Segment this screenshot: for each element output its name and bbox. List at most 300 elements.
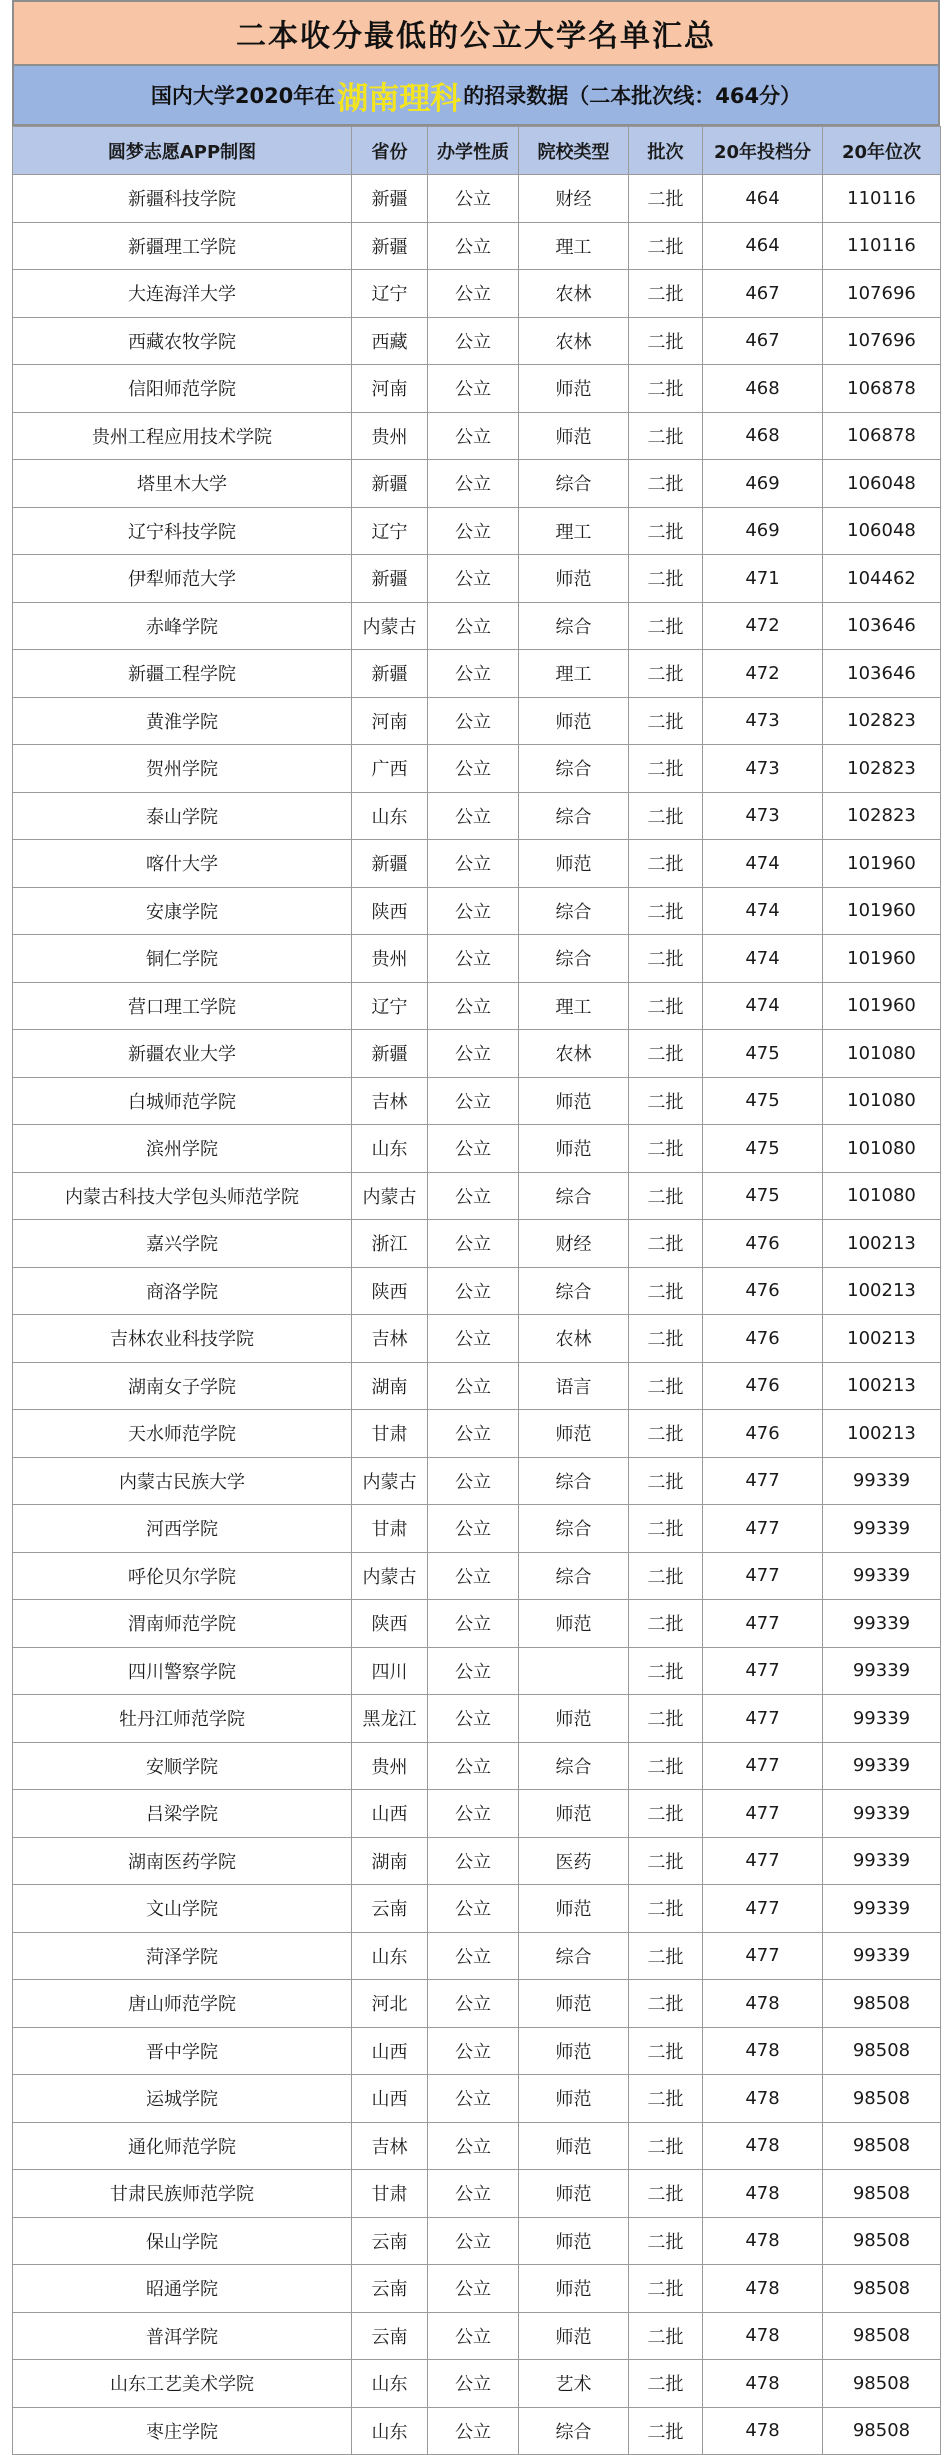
school-cell: 营口理工学院: [13, 982, 352, 1030]
school-cell: 牡丹江师范学院: [13, 1695, 352, 1743]
type-cell: 师范: [519, 2217, 629, 2265]
column-header-school: 圆梦志愿APP制图: [13, 127, 352, 175]
type-cell: [519, 1647, 629, 1695]
school-cell: 西藏农牧学院: [13, 317, 352, 365]
rank-cell: 101960: [823, 840, 941, 888]
batch-cell: 二批: [629, 745, 703, 793]
nature-cell: 公立: [428, 270, 519, 318]
school-cell: 辽宁科技学院: [13, 507, 352, 555]
batch-cell: 二批: [629, 792, 703, 840]
score-cell: 475: [703, 1125, 823, 1173]
nature-cell: 公立: [428, 1410, 519, 1458]
batch-cell: 二批: [629, 2360, 703, 2408]
score-cell: 477: [703, 1457, 823, 1505]
school-cell: 嘉兴学院: [13, 1220, 352, 1268]
type-cell: 理工: [519, 982, 629, 1030]
rank-cell: 101080: [823, 1172, 941, 1220]
rank-cell: 100213: [823, 1315, 941, 1363]
column-header-nature: 办学性质: [428, 127, 519, 175]
province-cell: 内蒙古: [352, 1457, 428, 1505]
province-cell: 新疆: [352, 1030, 428, 1078]
nature-cell: 公立: [428, 412, 519, 460]
column-header-rank: 20年位次: [823, 127, 941, 175]
school-cell: 通化师范学院: [13, 2122, 352, 2170]
rank-cell: 103646: [823, 650, 941, 698]
province-cell: 新疆: [352, 460, 428, 508]
type-cell: 师范: [519, 2122, 629, 2170]
type-cell: 师范: [519, 412, 629, 460]
school-cell: 运城学院: [13, 2075, 352, 2123]
table-row: [13, 507, 941, 555]
batch-cell: 二批: [629, 2122, 703, 2170]
school-cell: 晋中学院: [13, 2027, 352, 2075]
rank-cell: 99339: [823, 1837, 941, 1885]
nature-cell: 公立: [428, 602, 519, 650]
type-cell: 语言: [519, 1362, 629, 1410]
province-cell: 新疆: [352, 222, 428, 270]
table-row: [13, 2407, 941, 2455]
batch-cell: 二批: [629, 1030, 703, 1078]
nature-cell: 公立: [428, 2217, 519, 2265]
batch-cell: 二批: [629, 1457, 703, 1505]
school-cell: 普洱学院: [13, 2312, 352, 2360]
score-cell: 476: [703, 1410, 823, 1458]
school-cell: 呼伦贝尔学院: [13, 1552, 352, 1600]
type-cell: 农林: [519, 1315, 629, 1363]
admission-table: [12, 126, 941, 2455]
type-cell: 综合: [519, 1267, 629, 1315]
table-row: [13, 1505, 941, 1553]
batch-cell: 二批: [629, 365, 703, 413]
rank-cell: 100213: [823, 1267, 941, 1315]
school-cell: 菏泽学院: [13, 1932, 352, 1980]
province-cell: 陕西: [352, 887, 428, 935]
table-row: [13, 2217, 941, 2265]
table-row: [13, 1742, 941, 1790]
province-cell: 新疆: [352, 650, 428, 698]
column-header-province: 省份: [352, 127, 428, 175]
province-cell: 新疆: [352, 840, 428, 888]
school-cell: 新疆工程学院: [13, 650, 352, 698]
province-cell: 云南: [352, 1885, 428, 1933]
score-cell: 474: [703, 935, 823, 983]
batch-cell: 二批: [629, 2217, 703, 2265]
score-cell: 473: [703, 792, 823, 840]
score-cell: 472: [703, 650, 823, 698]
table-row: [13, 1695, 941, 1743]
score-cell: 478: [703, 1980, 823, 2028]
batch-cell: 二批: [629, 1362, 703, 1410]
province-cell: 山东: [352, 1932, 428, 1980]
table-row: [13, 222, 941, 270]
table-row: [13, 2170, 941, 2218]
score-cell: 467: [703, 270, 823, 318]
batch-cell: 二批: [629, 935, 703, 983]
batch-cell: 二批: [629, 697, 703, 745]
province-cell: 贵州: [352, 412, 428, 460]
score-cell: 469: [703, 460, 823, 508]
score-cell: 477: [703, 1742, 823, 1790]
rank-cell: 106048: [823, 507, 941, 555]
type-cell: 综合: [519, 935, 629, 983]
batch-cell: 二批: [629, 1125, 703, 1173]
rank-cell: 99339: [823, 1457, 941, 1505]
table-row: [13, 1077, 941, 1125]
score-cell: 472: [703, 602, 823, 650]
nature-cell: 公立: [428, 935, 519, 983]
nature-cell: 公立: [428, 555, 519, 603]
nature-cell: 公立: [428, 2170, 519, 2218]
batch-cell: 二批: [629, 460, 703, 508]
province-cell: 山西: [352, 2027, 428, 2075]
school-cell: 山东工艺美术学院: [13, 2360, 352, 2408]
nature-cell: 公立: [428, 1125, 519, 1173]
province-cell: 山东: [352, 2407, 428, 2455]
rank-cell: 99339: [823, 1647, 941, 1695]
rank-cell: 102823: [823, 697, 941, 745]
school-cell: 大连海洋大学: [13, 270, 352, 318]
table-row: [13, 840, 941, 888]
table-row: [13, 982, 941, 1030]
table-row: [13, 1885, 941, 1933]
nature-cell: 公立: [428, 697, 519, 745]
score-cell: 477: [703, 1552, 823, 1600]
school-cell: 信阳师范学院: [13, 365, 352, 413]
score-cell: 474: [703, 982, 823, 1030]
table-row: [13, 1267, 941, 1315]
nature-cell: 公立: [428, 2312, 519, 2360]
type-cell: 财经: [519, 175, 629, 223]
score-cell: 476: [703, 1315, 823, 1363]
score-cell: 471: [703, 555, 823, 603]
nature-cell: 公立: [428, 1220, 519, 1268]
school-cell: 吕梁学院: [13, 1790, 352, 1838]
nature-cell: 公立: [428, 1267, 519, 1315]
rank-cell: 99339: [823, 1932, 941, 1980]
score-cell: 464: [703, 175, 823, 223]
nature-cell: 公立: [428, 1647, 519, 1695]
batch-cell: 二批: [629, 1505, 703, 1553]
school-cell: 内蒙古民族大学: [13, 1457, 352, 1505]
batch-cell: 二批: [629, 1600, 703, 1648]
score-cell: 478: [703, 2122, 823, 2170]
table-row: [13, 412, 941, 460]
table-row: [13, 1220, 941, 1268]
score-cell: 473: [703, 745, 823, 793]
rank-cell: 110116: [823, 175, 941, 223]
batch-cell: 二批: [629, 1172, 703, 1220]
type-cell: 理工: [519, 507, 629, 555]
school-cell: 四川警察学院: [13, 1647, 352, 1695]
rank-cell: 98508: [823, 2360, 941, 2408]
table-row: [13, 1790, 941, 1838]
rank-cell: 98508: [823, 2170, 941, 2218]
province-cell: 山东: [352, 2360, 428, 2408]
table-row: [13, 792, 941, 840]
table-row: [13, 745, 941, 793]
type-cell: 师范: [519, 1885, 629, 1933]
score-cell: 478: [703, 2027, 823, 2075]
nature-cell: 公立: [428, 1505, 519, 1553]
header-row: [13, 127, 941, 175]
type-cell: 师范: [519, 555, 629, 603]
nature-cell: 公立: [428, 1172, 519, 1220]
type-cell: 综合: [519, 1505, 629, 1553]
score-cell: 464: [703, 222, 823, 270]
score-cell: 477: [703, 1885, 823, 1933]
batch-cell: 二批: [629, 2407, 703, 2455]
province-cell: 湖南: [352, 1362, 428, 1410]
subtitle-suffix: 的招录数据（二本批次线：464分）: [463, 84, 802, 108]
batch-cell: 二批: [629, 1267, 703, 1315]
batch-cell: 二批: [629, 1315, 703, 1363]
score-cell: 469: [703, 507, 823, 555]
type-cell: 理工: [519, 650, 629, 698]
nature-cell: 公立: [428, 840, 519, 888]
table-row: [13, 602, 941, 650]
type-cell: 师范: [519, 2170, 629, 2218]
nature-cell: 公立: [428, 1742, 519, 1790]
table-row: [13, 1932, 941, 1980]
rank-cell: 106878: [823, 412, 941, 460]
table-row: [13, 1457, 941, 1505]
score-cell: 473: [703, 697, 823, 745]
nature-cell: 公立: [428, 1980, 519, 2028]
score-cell: 476: [703, 1362, 823, 1410]
rank-cell: 101960: [823, 935, 941, 983]
rank-cell: 98508: [823, 2265, 941, 2313]
table-body: [13, 175, 941, 2455]
rank-cell: 99339: [823, 1885, 941, 1933]
province-cell: 云南: [352, 2312, 428, 2360]
school-cell: 新疆理工学院: [13, 222, 352, 270]
type-cell: 师范: [519, 1125, 629, 1173]
type-cell: 综合: [519, 602, 629, 650]
province-cell: 甘肃: [352, 2170, 428, 2218]
rank-cell: 98508: [823, 2407, 941, 2455]
table-row: [13, 1125, 941, 1173]
batch-cell: 二批: [629, 982, 703, 1030]
type-cell: 综合: [519, 460, 629, 508]
rank-cell: 107696: [823, 317, 941, 365]
score-cell: 474: [703, 887, 823, 935]
province-cell: 黑龙江: [352, 1695, 428, 1743]
school-cell: 伊犁师范大学: [13, 555, 352, 603]
province-cell: 四川: [352, 1647, 428, 1695]
table-row: [13, 1315, 941, 1363]
province-cell: 贵州: [352, 935, 428, 983]
batch-cell: 二批: [629, 1077, 703, 1125]
batch-cell: 二批: [629, 1552, 703, 1600]
batch-cell: 二批: [629, 1220, 703, 1268]
rank-cell: 98508: [823, 2122, 941, 2170]
nature-cell: 公立: [428, 1552, 519, 1600]
rank-cell: 110116: [823, 222, 941, 270]
school-cell: 安顺学院: [13, 1742, 352, 1790]
rank-cell: 99339: [823, 1600, 941, 1648]
batch-cell: 二批: [629, 2075, 703, 2123]
type-cell: 医药: [519, 1837, 629, 1885]
nature-cell: 公立: [428, 1315, 519, 1363]
batch-cell: 二批: [629, 317, 703, 365]
school-cell: 渭南师范学院: [13, 1600, 352, 1648]
type-cell: 师范: [519, 2027, 629, 2075]
batch-cell: 二批: [629, 1980, 703, 2028]
rank-cell: 104462: [823, 555, 941, 603]
type-cell: 艺术: [519, 2360, 629, 2408]
score-cell: 467: [703, 317, 823, 365]
type-cell: 师范: [519, 2265, 629, 2313]
table-row: [13, 650, 941, 698]
table-row: [13, 935, 941, 983]
school-cell: 安康学院: [13, 887, 352, 935]
nature-cell: 公立: [428, 1457, 519, 1505]
nature-cell: 公立: [428, 2360, 519, 2408]
page-title: 二本收分最低的公立大学名单汇总: [12, 0, 940, 66]
score-cell: 478: [703, 2312, 823, 2360]
rank-cell: 101960: [823, 982, 941, 1030]
province-cell: 内蒙古: [352, 1552, 428, 1600]
batch-cell: 二批: [629, 1742, 703, 1790]
school-cell: 泰山学院: [13, 792, 352, 840]
type-cell: 农林: [519, 317, 629, 365]
school-cell: 文山学院: [13, 1885, 352, 1933]
table-row: [13, 270, 941, 318]
type-cell: 综合: [519, 1172, 629, 1220]
province-cell: 云南: [352, 2265, 428, 2313]
type-cell: 综合: [519, 792, 629, 840]
nature-cell: 公立: [428, 1030, 519, 1078]
type-cell: 综合: [519, 1932, 629, 1980]
rank-cell: 100213: [823, 1362, 941, 1410]
province-cell: 甘肃: [352, 1410, 428, 1458]
school-cell: 保山学院: [13, 2217, 352, 2265]
batch-cell: 二批: [629, 1695, 703, 1743]
province-cell: 辽宁: [352, 507, 428, 555]
table-row: [13, 317, 941, 365]
nature-cell: 公立: [428, 1932, 519, 1980]
batch-cell: 二批: [629, 1410, 703, 1458]
school-cell: 赤峰学院: [13, 602, 352, 650]
school-cell: 湖南女子学院: [13, 1362, 352, 1410]
school-cell: 湖南医药学院: [13, 1837, 352, 1885]
table-row: [13, 555, 941, 603]
nature-cell: 公立: [428, 507, 519, 555]
province-cell: 贵州: [352, 1742, 428, 1790]
score-cell: 476: [703, 1220, 823, 1268]
type-cell: 综合: [519, 1457, 629, 1505]
batch-cell: 二批: [629, 650, 703, 698]
nature-cell: 公立: [428, 2027, 519, 2075]
rank-cell: 99339: [823, 1552, 941, 1600]
province-cell: 内蒙古: [352, 602, 428, 650]
table-row: [13, 1410, 941, 1458]
rank-cell: 100213: [823, 1220, 941, 1268]
rank-cell: 101080: [823, 1030, 941, 1078]
school-cell: 喀什大学: [13, 840, 352, 888]
score-cell: 477: [703, 1600, 823, 1648]
type-cell: 综合: [519, 887, 629, 935]
nature-cell: 公立: [428, 1695, 519, 1743]
batch-cell: 二批: [629, 175, 703, 223]
nature-cell: 公立: [428, 2075, 519, 2123]
subtitle-prefix: 国内大学2020年在: [150, 84, 336, 108]
rank-cell: 100213: [823, 1410, 941, 1458]
province-cell: 河南: [352, 365, 428, 413]
school-cell: 唐山师范学院: [13, 1980, 352, 2028]
type-cell: 综合: [519, 1742, 629, 1790]
rank-cell: 101080: [823, 1125, 941, 1173]
score-cell: 477: [703, 1837, 823, 1885]
school-cell: 贺州学院: [13, 745, 352, 793]
score-cell: 468: [703, 412, 823, 460]
province-cell: 浙江: [352, 1220, 428, 1268]
table-row: [13, 2027, 941, 2075]
type-cell: 师范: [519, 1600, 629, 1648]
province-cell: 辽宁: [352, 270, 428, 318]
score-cell: 478: [703, 2265, 823, 2313]
score-cell: 476: [703, 1267, 823, 1315]
province-cell: 西藏: [352, 317, 428, 365]
province-cell: 山东: [352, 792, 428, 840]
score-cell: 478: [703, 2360, 823, 2408]
province-cell: 新疆: [352, 555, 428, 603]
province-cell: 吉林: [352, 1077, 428, 1125]
province-cell: 山东: [352, 1125, 428, 1173]
nature-cell: 公立: [428, 1885, 519, 1933]
score-cell: 477: [703, 1505, 823, 1553]
school-cell: 昭通学院: [13, 2265, 352, 2313]
rank-cell: 106048: [823, 460, 941, 508]
type-cell: 师范: [519, 1695, 629, 1743]
column-header-score: 20年投档分: [703, 127, 823, 175]
province-cell: 云南: [352, 2217, 428, 2265]
batch-cell: 二批: [629, 1885, 703, 1933]
school-cell: 新疆科技学院: [13, 175, 352, 223]
nature-cell: 公立: [428, 365, 519, 413]
score-cell: 468: [703, 365, 823, 413]
nature-cell: 公立: [428, 2407, 519, 2455]
table-row: [13, 2122, 941, 2170]
score-cell: 475: [703, 1172, 823, 1220]
nature-cell: 公立: [428, 1837, 519, 1885]
rank-cell: 98508: [823, 1980, 941, 2028]
batch-cell: 二批: [629, 270, 703, 318]
province-cell: 山西: [352, 1790, 428, 1838]
school-cell: 商洛学院: [13, 1267, 352, 1315]
nature-cell: 公立: [428, 982, 519, 1030]
column-header-type: 院校类型: [519, 127, 629, 175]
province-cell: 内蒙古: [352, 1172, 428, 1220]
rank-cell: 102823: [823, 745, 941, 793]
subtitle-highlight: 湖南理科: [337, 80, 462, 117]
nature-cell: 公立: [428, 1600, 519, 1648]
school-cell: 甘肃民族师范学院: [13, 2170, 352, 2218]
score-cell: 478: [703, 2075, 823, 2123]
batch-cell: 二批: [629, 222, 703, 270]
table-row: [13, 1837, 941, 1885]
type-cell: 农林: [519, 270, 629, 318]
score-cell: 478: [703, 2407, 823, 2455]
school-cell: 塔里木大学: [13, 460, 352, 508]
batch-cell: 二批: [629, 507, 703, 555]
nature-cell: 公立: [428, 222, 519, 270]
province-cell: 广西: [352, 745, 428, 793]
type-cell: 师范: [519, 840, 629, 888]
table-row: [13, 2075, 941, 2123]
nature-cell: 公立: [428, 1790, 519, 1838]
batch-cell: 二批: [629, 1837, 703, 1885]
